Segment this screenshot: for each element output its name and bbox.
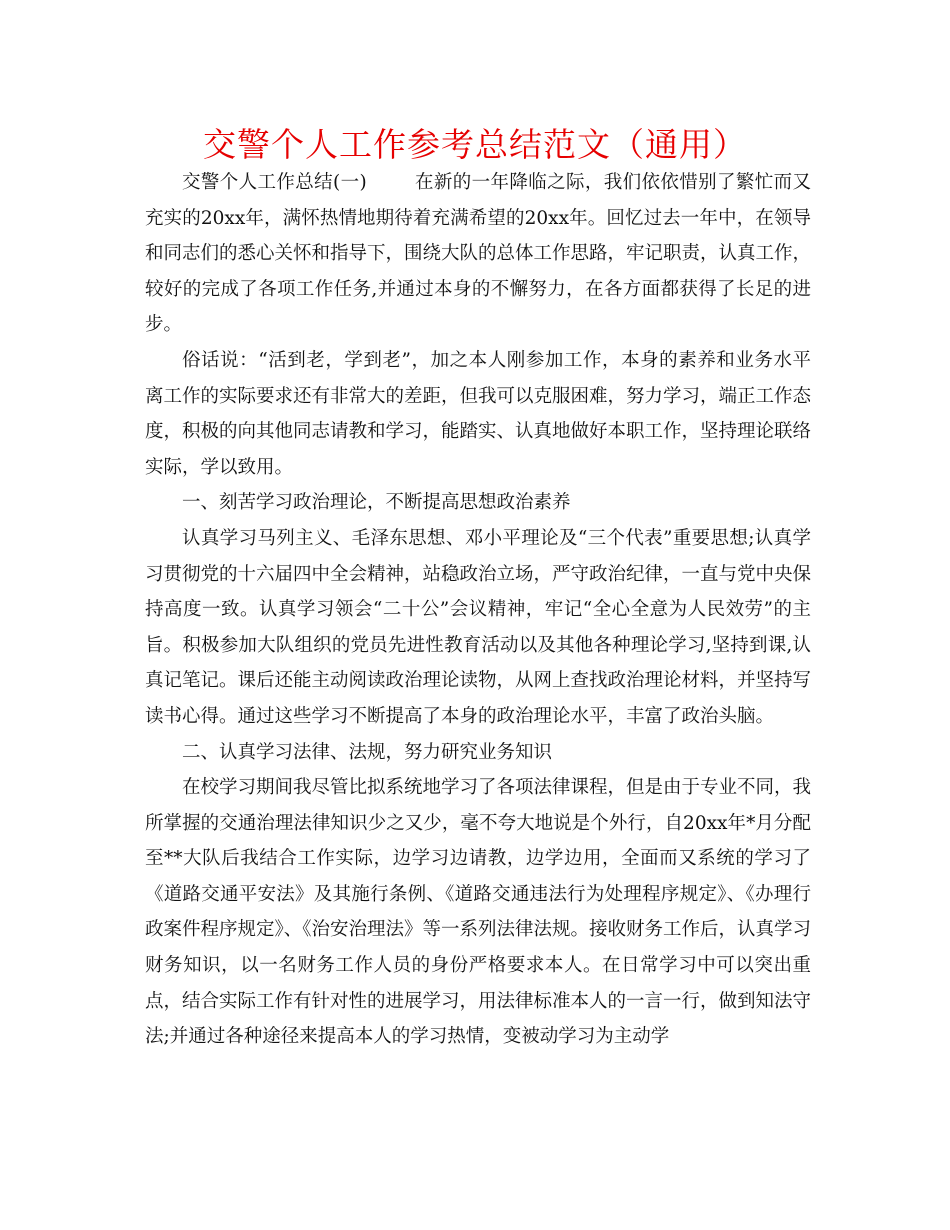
paragraph-4: 在校学习期间我尽管比拟系统地学习了各项法律课程，但是由于专业不同，我所掌握的交通治理法律知识少之又少，毫不夸大地说是个外行，自20xx年*月分配至**大队后我结合工作实际，边学习边请教，边学边用，全面而又系统的学习了《道路交通平安法》及其施行条例、《道路交通违法行为处理程序规定》、《办理行政案件程序规定》、《治安治理法》等一系列法律法规。接收财务工作后，认真学习财务知识，以一名财务工作人员的身份严格要求本人。在日常学习中可以突出重点，结合实际工作有针对性的进展学习，用法律标准本人的一言一行，做到知法守法;并通过各种途径来提高本人的学习热情，变被动学习为主动学: [145, 777, 812, 1048]
paragraph-3: 认真学习马列主义、毛泽东思想、邓小平理论及“三个代表”重要思想;认真学习贯彻党的十六届四中全会精神，站稳政治立场，严守政治纪律，一直与党中央保持高度一致。认真学习领会“二十公”会议精神，牢记“全心全意为人民效劳”的主旨。积极参加大队组织的党员先进性教育活动以及其他各种理论学习,坚持到课,认真记笔记。课后还能主动阅读政治理论读物，从网上查找政治理论材料，并坚持写读书心得。通过这些学习不断提高了本身的政治理论水平，丰富了政治头脑。: [145, 527, 812, 727]
paragraph-2: 俗话说：“活到老，学到老”，加之本人刚参加工作，本身的素养和业务水平离工作的实际要求还有非常大的差距，但我可以克服困难，努力学习，端正工作态度，积极的向其他同志请教和学习，能踏实、认真地做好本职工作，坚持理论联络实际，学以致用。: [145, 349, 812, 478]
document-body: [145, 165, 811, 1055]
paragraph-1-text: 在新的一年降临之际，我们依依惜别了繁忙而又充实的20xx年，满怀热情地期待着充满希望的20xx年。回忆过去一年中，在领导和同志们的悉心关怀和指导下，围绕大队的总体工作思路，牢记职责，认真工作，较好的完成了各项工作任务,并通过本身的不懈努力，在各方面都获得了长足的进步。: [145, 172, 812, 336]
paragraph-1: [145, 165, 811, 343]
document-title: 交警个人工作参考总结范文（通用）: [203, 125, 747, 164]
section-heading-1: 一、刻苦学习政治理论，不断提高思想政治素养: [182, 492, 571, 514]
paragraph-1-lead: 交警个人工作总结(一): [182, 172, 367, 193]
section-heading-2: 二、认真学习法律、法规，努力研究业务知识: [182, 741, 553, 763]
